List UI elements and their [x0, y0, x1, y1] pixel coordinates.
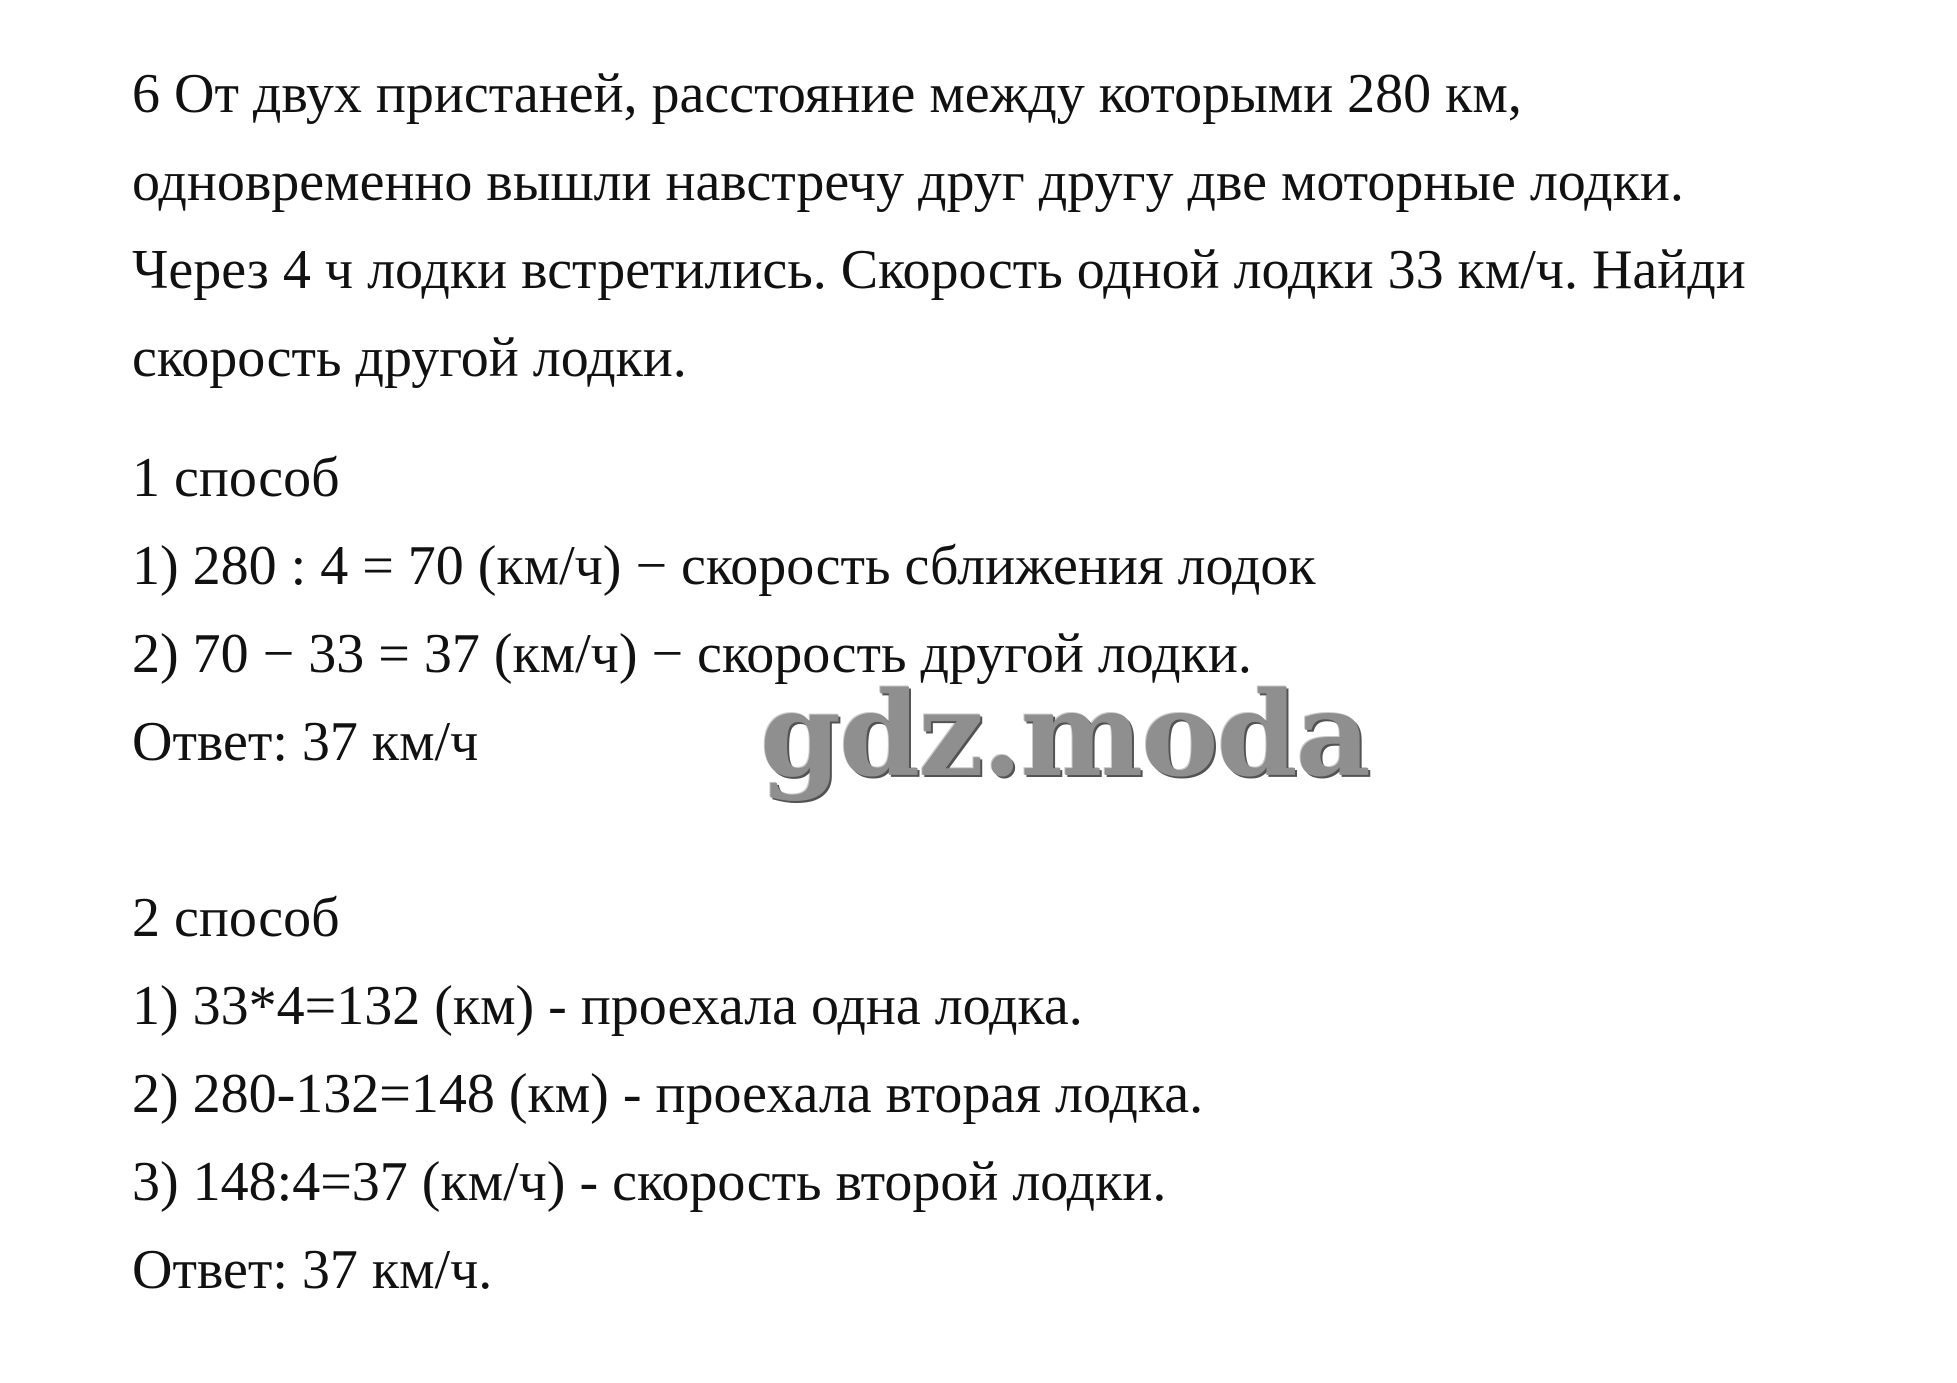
method1-step-2: 2) 70 − 33 = 37 (км/ч) − скорость другой лодки.	[132, 623, 1252, 685]
problem-line-3: Через 4 ч лодки встретились. Скорость одной лодки 33 км/ч. Найди	[132, 239, 1746, 301]
method2-step-2: 2) 280-132=148 (км) - проехала вторая лодка.	[132, 1063, 1204, 1125]
method2-heading: 2 способ	[132, 887, 340, 949]
method1-heading: 1 способ	[132, 447, 340, 509]
problem-line-1: 6 От двух пристаней, расстояние между которыми 280 км,	[132, 63, 1522, 125]
problem-line-4: скорость другой лодки.	[132, 327, 687, 389]
method1-answer: Ответ: 37 км/ч	[132, 711, 479, 773]
method1-step-1: 1) 280 : 4 = 70 (км/ч) − скорость сближения лодок	[132, 535, 1316, 597]
watermark-logo: gdz.moda	[760, 667, 1369, 803]
problem-line-2: одновременно вышли навстречу друг другу две моторные лодки.	[132, 151, 1684, 213]
method2-step-1: 1) 33*4=132 (км) - проехала одна лодка.	[132, 975, 1083, 1037]
method2-step-3: 3) 148:4=37 (км/ч) - скорость второй лодки.	[132, 1151, 1167, 1213]
method2-answer: Ответ: 37 км/ч.	[132, 1239, 493, 1301]
